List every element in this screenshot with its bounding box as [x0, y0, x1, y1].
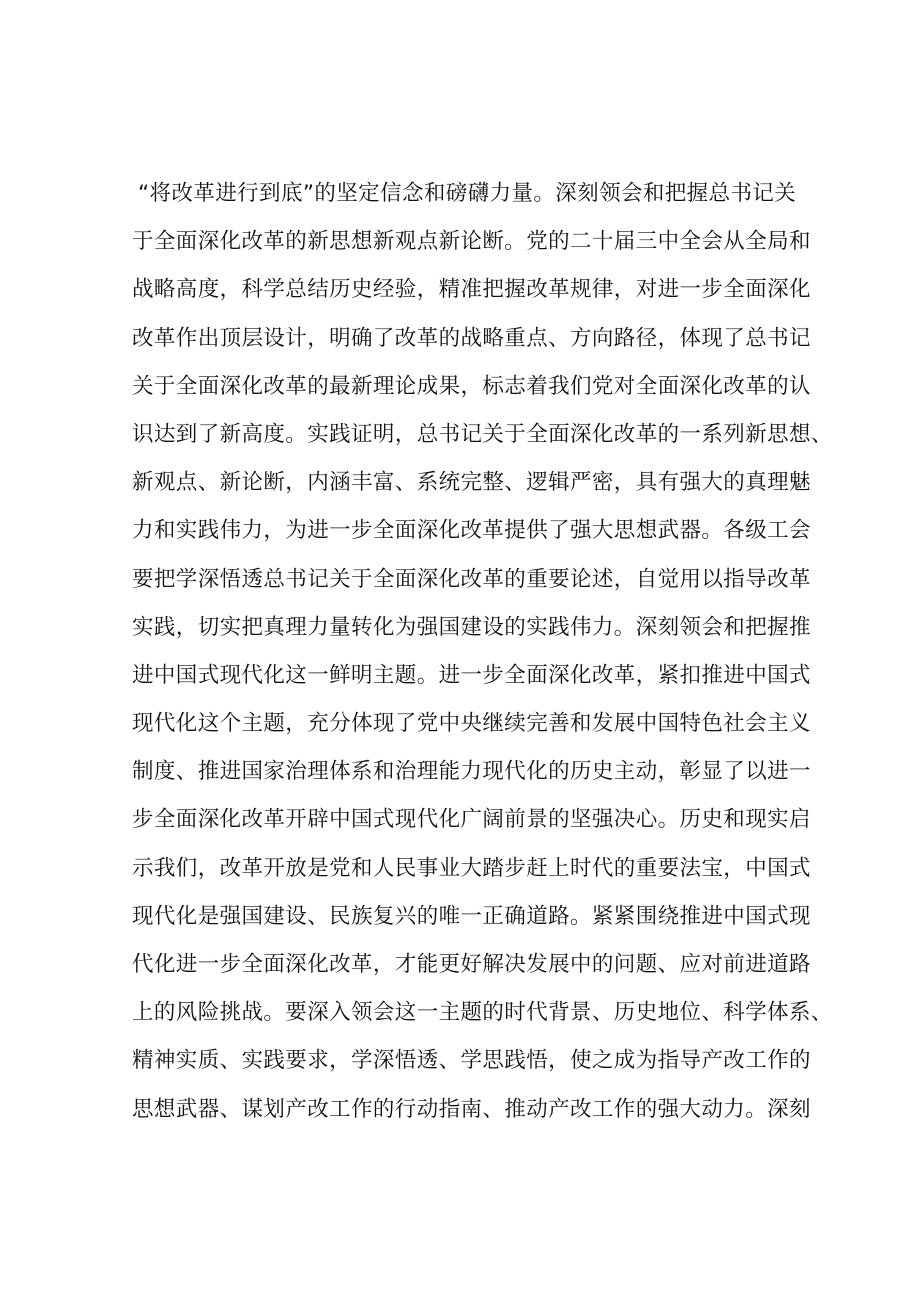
text-line: 上的风险挑战。要深入领会这一主题的时代背景、历史地位、科学体系、 — [132, 1000, 833, 1026]
text-line: 要把学深悟透总书记关于全面深化改革的重要论述，自觉用以指导改革 — [132, 566, 811, 592]
text-line: 代化进一步全面深化改革，才能更好解决发展中的问题、应对前进道路 — [132, 952, 811, 977]
text-line: 现代化这个主题，充分体现了党中央继续完善和发展中国特色社会主义 — [132, 711, 811, 737]
text-line: 力和实践伟力，为进一步全面深化改革提供了强大思想武器。各级工会 — [132, 518, 811, 544]
text-line: 识达到了新高度。实践证明，总书记关于全面深化改革的一系列新思想、 — [132, 421, 833, 447]
text-line: 新观点、新论断，内涵丰富、系统完整、逻辑严密，具有强大的真理魅 — [132, 470, 811, 496]
body-text — [132, 170, 833, 1134]
text-line: 实践，切实把真理力量转化为强国建设的实践伟力。深刻领会和把握推 — [132, 614, 811, 640]
text-line: 现代化是强国建设、民族复兴的唯一正确道路。紧紧围绕推进中国式现 — [132, 903, 811, 929]
text-line: 制度、推进国家治理体系和治理能力现代化的历史主动，彰显了以进一 — [132, 759, 811, 785]
text-line: 进中国式现代化这一鲜明主题。进一步全面深化改革，紧扣推进中国式 — [132, 662, 811, 688]
text-line: 步全面深化改革开辟中国式现代化广阔前景的坚强决心。历史和现实启 — [132, 807, 811, 833]
text-line: 战略高度，科学总结历史经验，精准把握改革规律，对进一步全面深化 — [132, 277, 811, 303]
text-line: 改革作出顶层设计，明确了改革的战略重点、方向路径，体现了总书记 — [132, 325, 811, 351]
text-line: 于全面深化改革的新思想新观点新论断。党的二十届三中全会从全局和 — [132, 229, 811, 255]
text-line: 示我们，改革开放是党和人民事业大踏步赶上时代的重要法宝，中国式 — [132, 855, 811, 881]
text-line: 关于全面深化改革的最新理论成果，标志着我们党对全面深化改革的认 — [132, 373, 811, 399]
text-line: 思想武器、谋划产改工作的行动指南、推动产改工作的强大动力。深刻 — [132, 1096, 811, 1122]
text-line: “将改革进行到底”的坚定信念和磅礴力量。深刻领会和把握总书记关 — [138, 181, 797, 206]
text-line: 精神实质、实践要求，学深悟透、学思践悟，使之成为指导产改工作的 — [132, 1048, 811, 1074]
